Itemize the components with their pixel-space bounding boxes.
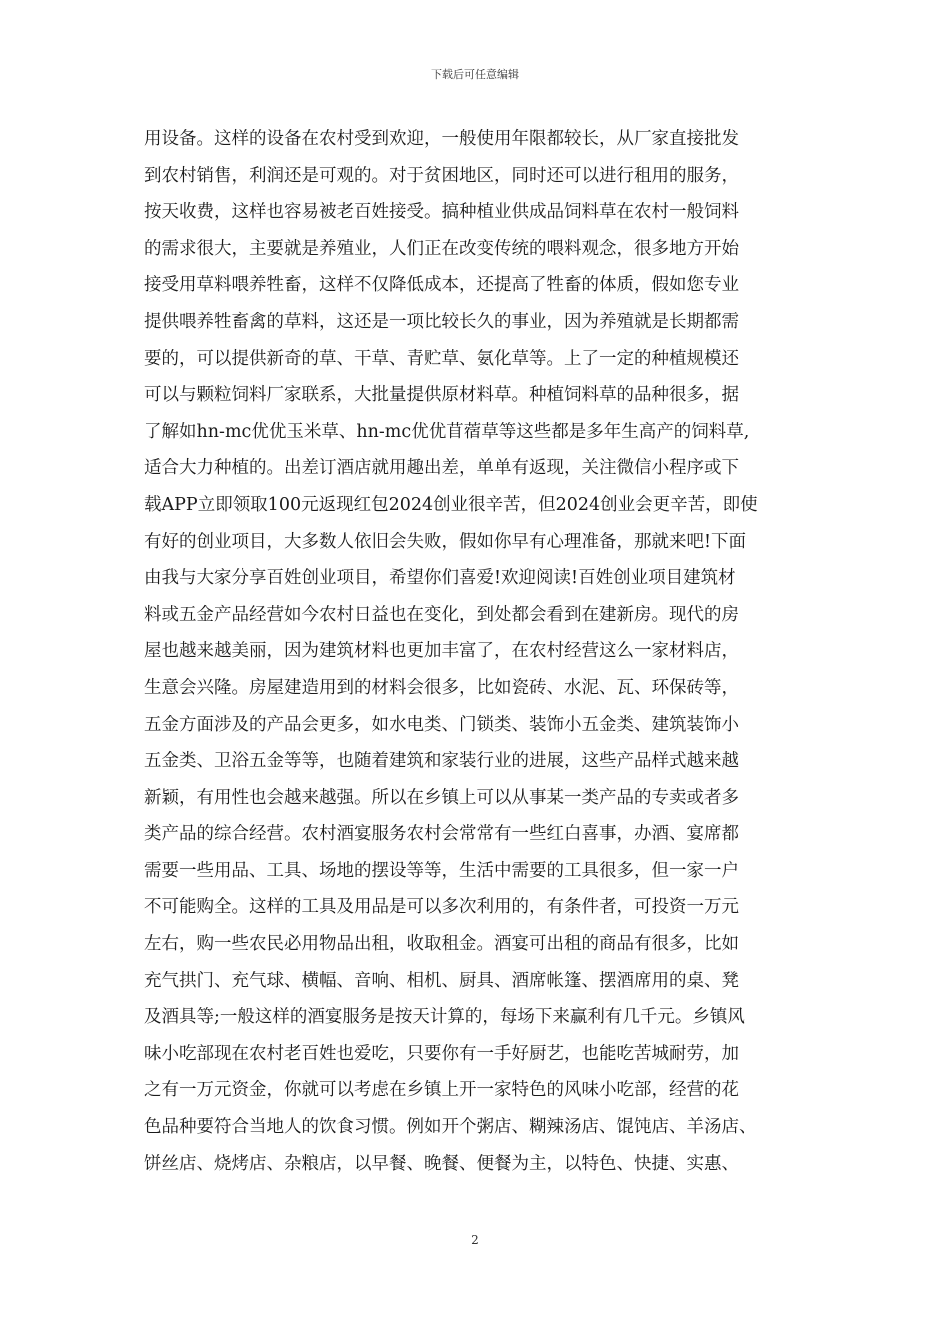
text-line: 的需求很大，主要就是养殖业，人们正在改变传统的喂料观念，很多地方开始 bbox=[144, 238, 739, 259]
text-line: 及酒具等;一般这样的酒宴服务是按天计算的，每场下来赢利有几千元。乡镇风 bbox=[144, 1007, 745, 1028]
text-line: 类产品的综合经营。农村酒宴服务农村会常常有一些红白喜事，办酒、宴席都 bbox=[144, 824, 739, 845]
text-line: 用设备。这样的设备在农村受到欢迎，一般使用年限都较长，从厂家直接批发 bbox=[144, 129, 739, 149]
text-line: 饼丝店、烧烤店、杂粮店，以早餐、晚餐、便餐为主，以特色、快捷、实惠、 bbox=[144, 1153, 739, 1174]
text-line: 接受用草料喂养牲畜，这样不仅降低成本，还提高了牲畜的体质，假如您专业 bbox=[144, 275, 739, 296]
text-line: 适合大力种植的。出差订酒店就用趣出差，单单有返现，关注微信小程序或下 bbox=[144, 458, 739, 479]
text-line: 由我与大家分享百姓创业项目，希望你们喜爱!欢迎阅读!百姓创业项目建筑材 bbox=[144, 568, 736, 589]
text-line: 屋也越来越美丽，因为建筑材料也更加丰富了，在农村经营这么一家材料店， bbox=[144, 641, 739, 662]
text-line: 味小吃部现在农村老百姓也爱吃，只要你有一手好厨艺，也能吃苦城耐劳，加 bbox=[144, 1043, 739, 1064]
text-line: 到农村销售，利润还是可观的。对于贫困地区，同时还可以进行租用的服务， bbox=[144, 165, 739, 186]
text-line: 新颖，有用性也会越来越强。所以在乡镇上可以从事某一类产品的专卖或者多 bbox=[144, 787, 739, 808]
text-line: 有好的创业项目，大多数人依旧会失败，假如你早有心理准备，那就来吧!下面 bbox=[144, 531, 747, 552]
text-line: 充气拱门、充气球、横幅、音响、相机、厨具、酒席帐篷、摆酒席用的桌、凳 bbox=[144, 970, 739, 991]
page-number: 2 bbox=[471, 1233, 479, 1247]
text-line: 不可能购全。这样的工具及用品是可以多次利用的，有条件者，可投资一万元 bbox=[144, 897, 739, 918]
text-line: 五金类、卫浴五金等等，也随着建筑和家装行业的进展，这些产品样式越来越 bbox=[144, 751, 739, 772]
text-line: 五金方面涉及的产品会更多，如水电类、门锁类、装饰小五金类、建筑装饰小 bbox=[144, 714, 739, 735]
text-line: 色品种要符合当地人的饮食习惯。例如开个粥店、糊辣汤店、馄饨店、羊汤店、 bbox=[144, 1117, 757, 1138]
text-line: 提供喂养牲畜禽的草料，这还是一项比较长久的事业，因为养殖就是长期都需 bbox=[144, 311, 739, 332]
text-line: 按天收费，这样也容易被老百姓接受。搞种植业供成品饲料草在农村一般饲料 bbox=[144, 202, 739, 223]
text-line: 需要一些用品、工具、场地的摆设等等，生活中需要的工具很多，但一家一户 bbox=[144, 860, 739, 881]
text-line: 要的，可以提供新奇的草、干草、青贮草、氨化草等。上了一定的种植规模还 bbox=[144, 348, 739, 369]
text-line: 载APP立即领取100元返现红包2024创业很辛苦，但2024创业会更辛苦，即使 bbox=[144, 494, 758, 515]
text-line: 可以与颗粒饲料厂家联系，大批量提供原材料草。种植饲料草的品种很多，据 bbox=[144, 385, 739, 406]
text-line: 左右，购一些农民必用物品出租，收取租金。酒宴可出租的商品有很多，比如 bbox=[144, 934, 739, 955]
text-line: 生意会兴隆。房屋建造用到的材料会很多，比如瓷砖、水泥、瓦、环保砖等， bbox=[144, 677, 739, 698]
text-line: 之有一万元资金，你就可以考虑在乡镇上开一家特色的风味小吃部，经营的花 bbox=[144, 1080, 739, 1101]
text-line: 料或五金产品经营如今农村日益也在变化，到处都会看到在建新房。现代的房 bbox=[144, 604, 739, 625]
page-header: 下载后可任意编辑 bbox=[431, 68, 519, 81]
body-text bbox=[144, 121, 844, 1182]
text-line: 了解如hn-mc优优玉米草、hn-mc优优苜蓿草等这些都是多年生高产的饲料草, bbox=[144, 421, 750, 442]
